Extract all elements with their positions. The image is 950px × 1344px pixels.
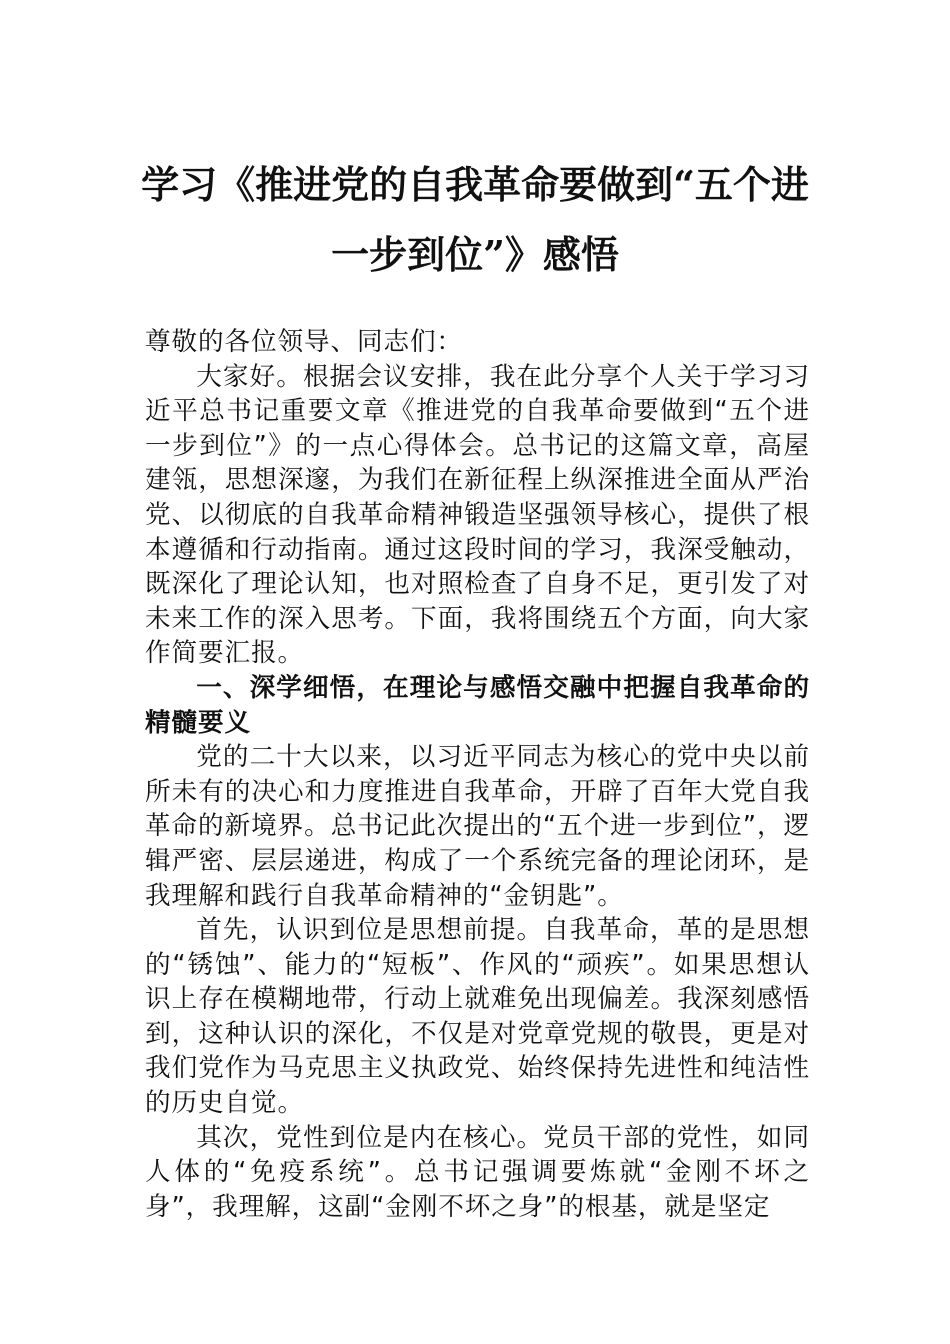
document-body (145, 325, 810, 1224)
document-title-line-1: 学习《推进党的自我革命要做到“五个进 (141, 162, 809, 207)
paragraph-first-point: 首先，认识到位是思想前提。自我革命，革的是思想的“锈蚀”、能力的“短板”、作风的“顽疾”。如果思想认识上存在模糊地带，行动上就难免出现偏差。我深刻感悟到，这种认识的深化，不仅是对党章党规的敬畏，更是对我们党作为马克思主义执政党、始终保持先进性和纯洁性的历史自觉。 (145, 915, 810, 1119)
paragraph-section-1: 党的二十大以来，以习近平同志为核心的党中央以前所未有的决心和力度推进自我革命，开辟了百年大党自我革命的新境界。总书记此次提出的“五个进一步到位”，逻辑严密、层层递进，构成了一个系统完备的理论闭环，是我理解和践行自我革命精神的“金钥匙”。 (145, 742, 810, 911)
salutation: 尊敬的各位领导、同志们： (145, 327, 463, 357)
paragraph-intro: 大家好。根据会议安排，我在此分享个人关于学习习近平总书记重要文章《推进党的自我革命要做到“五个进一步到位”》的一点心得体会。总书记的这篇文章，高屋建瓴，思想深邃，为我们在新征程上纵深推进全面从严治党、以彻底的自我革命精神锻造坚强领导核心，提供了根本遵循和行动指南。通过这段时间的学习，我深受触动，既深化了理论认知，也对照检查了自身不足，更引发了对未来工作的深入思考。下面，我将围绕五个方面，向大家作简要汇报。 (145, 361, 810, 669)
section-heading-1: 一、深学细悟，在理论与感悟交融中把握自我革命的精髓要义 (145, 672, 810, 738)
document-title-line-2: 一步到位”》感悟 (331, 232, 619, 277)
paragraph-second-point: 其次，党性到位是内在核心。党员干部的党性，如同人体的“免疫系统”。总书记强调要炼就“金刚不坏之身”，我理解，这副“金刚不坏之身”的根基，就是坚定 (145, 1122, 810, 1222)
